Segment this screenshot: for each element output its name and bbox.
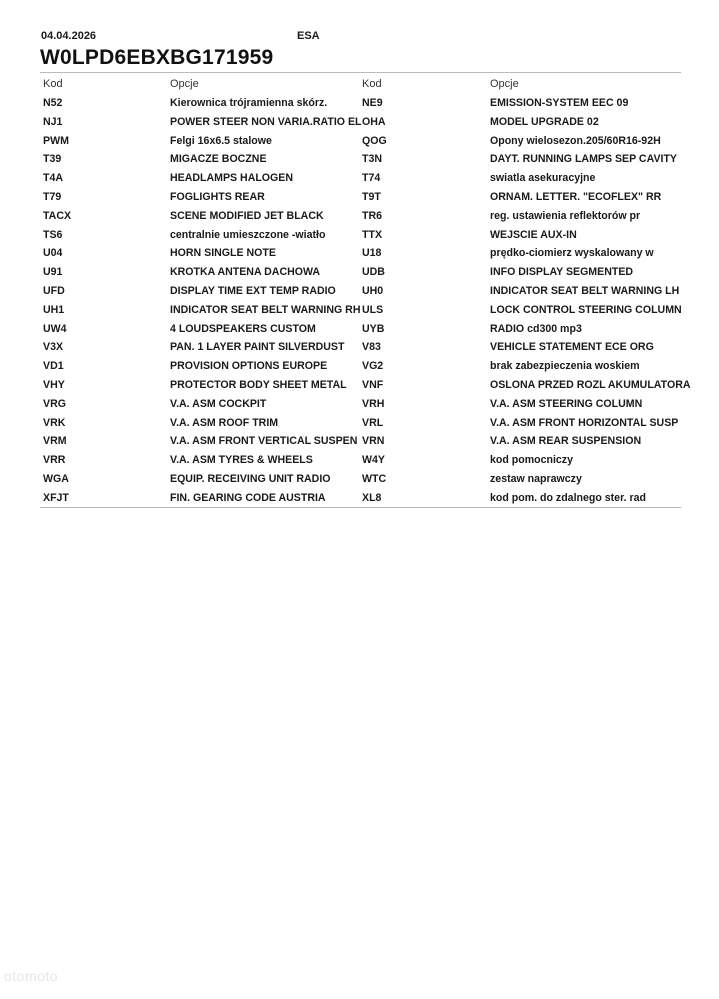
option-code-left: VRG bbox=[43, 397, 66, 410]
option-code-left: VRR bbox=[43, 454, 66, 467]
option-name-left: PAN. 1 LAYER PAINT SILVERDUST bbox=[170, 341, 345, 354]
option-code-left: UW4 bbox=[43, 322, 67, 335]
table-header-row bbox=[40, 75, 681, 94]
option-name-left: Felgi 16x6.5 stalowe bbox=[170, 134, 272, 147]
option-name-left: HORN SINGLE NOTE bbox=[170, 247, 276, 260]
watermark-logo: otomoto bbox=[4, 968, 59, 984]
option-name-right: INFO DISPLAY SEGMENTED bbox=[490, 266, 634, 279]
option-code-right: V83 bbox=[362, 341, 381, 354]
option-name-right: zestaw naprawczy bbox=[490, 472, 582, 485]
option-name-right: prędko-ciomierz wyskalowany w bbox=[490, 247, 654, 260]
option-name-left: V.A. ASM FRONT VERTICAL SUSPEN bbox=[170, 435, 358, 448]
option-code-left: VRK bbox=[43, 416, 66, 429]
table-row bbox=[40, 320, 681, 339]
table-row bbox=[40, 113, 681, 132]
table-row bbox=[40, 376, 691, 395]
option-name-left: centralnie umieszczone -wiatło bbox=[170, 228, 326, 241]
table-row bbox=[40, 226, 681, 245]
option-name-left: MIGACZE BOCZNE bbox=[170, 153, 267, 166]
option-name-right: V.A. ASM REAR SUSPENSION bbox=[490, 435, 642, 448]
column-header-options-right: Opcje bbox=[490, 78, 519, 90]
option-code-right: NE9 bbox=[362, 97, 383, 109]
option-code-right: TR6 bbox=[362, 209, 383, 222]
option-code-left: UFD bbox=[43, 284, 65, 297]
option-code-right: VRL bbox=[362, 416, 384, 429]
option-name-left: FOGLIGHTS REAR bbox=[170, 190, 265, 203]
table-row bbox=[40, 395, 681, 414]
option-code-left: TACX bbox=[43, 209, 72, 222]
table-row bbox=[40, 244, 681, 263]
option-name-left: V.A. ASM ROOF TRIM bbox=[170, 416, 279, 429]
option-name-left: V.A. ASM TYRES & WHEELS bbox=[170, 454, 313, 467]
option-code-left: VHY bbox=[43, 378, 65, 391]
option-code-right: W4Y bbox=[362, 454, 385, 467]
option-name-right: V.A. ASM FRONT HORIZONTAL SUSP bbox=[490, 416, 679, 429]
table-row bbox=[40, 301, 681, 320]
option-code-left: N52 bbox=[43, 97, 63, 109]
option-code-left: NJ1 bbox=[43, 115, 63, 128]
option-name-right: EMISSION-SYSTEM EEC 09 bbox=[490, 97, 629, 109]
column-header-code-left: Kod bbox=[43, 78, 63, 90]
option-code-right: VNF bbox=[362, 378, 384, 391]
top-divider bbox=[40, 72, 681, 73]
table-row bbox=[40, 150, 681, 169]
option-code-right: T74 bbox=[362, 172, 381, 185]
option-name-right: ORNAM. LETTER. "ECOFLEX" RR bbox=[490, 190, 662, 203]
option-name-right: MODEL UPGRADE 02 bbox=[490, 115, 599, 128]
option-code-left: U91 bbox=[43, 266, 63, 279]
option-name-right: brak zabezpieczenia woskiem bbox=[490, 360, 640, 373]
table-row bbox=[40, 489, 681, 508]
option-name-right: DAYT. RUNNING LAMPS SEP CAVITY bbox=[490, 153, 677, 166]
table-row bbox=[40, 357, 681, 376]
option-name-right: WEJSCIE AUX-IN bbox=[490, 228, 577, 241]
table-row bbox=[40, 169, 681, 188]
option-code-left: XFJT bbox=[43, 491, 69, 504]
option-code-left: T39 bbox=[43, 153, 62, 166]
option-name-right: kod pomocniczy bbox=[490, 454, 573, 467]
option-code-left: T4A bbox=[43, 172, 64, 185]
table-row bbox=[40, 451, 681, 470]
option-code-right: UYB bbox=[362, 322, 385, 335]
option-code-right: WTC bbox=[362, 472, 387, 485]
option-code-right: VG2 bbox=[362, 360, 384, 373]
table-row bbox=[40, 432, 681, 451]
option-name-right: VEHICLE STATEMENT ECE ORG bbox=[490, 341, 654, 354]
table-row bbox=[40, 263, 681, 282]
option-code-left: UH1 bbox=[43, 303, 65, 316]
option-name-right: V.A. ASM STEERING COLUMN bbox=[490, 397, 643, 410]
option-code-left: VD1 bbox=[43, 360, 64, 373]
option-code-right: XL8 bbox=[362, 491, 382, 504]
column-header-code-right: Kod bbox=[362, 78, 382, 90]
option-name-left: 4 LOUDSPEAKERS CUSTOM bbox=[170, 322, 316, 335]
option-code-right: QOG bbox=[362, 134, 387, 147]
option-code-right: T9T bbox=[362, 190, 381, 203]
option-name-right: kod pom. do zdalnego ster. rad bbox=[490, 491, 646, 504]
bottom-divider bbox=[40, 507, 681, 508]
table-row bbox=[40, 188, 681, 207]
options-table bbox=[40, 75, 691, 508]
option-code-right: T3N bbox=[362, 153, 383, 166]
option-name-left: Kierownica trójramienna skórz. bbox=[170, 97, 328, 109]
document-code: ESA bbox=[297, 30, 320, 42]
option-name-left: EQUIP. RECEIVING UNIT RADIO bbox=[170, 472, 331, 485]
option-code-left: T79 bbox=[43, 190, 62, 203]
option-code-left: U04 bbox=[43, 247, 63, 260]
option-code-left: VRM bbox=[43, 435, 67, 448]
option-name-right: OSLONA PRZED ROZL AKUMULATORA bbox=[490, 378, 691, 391]
option-code-right: OHA bbox=[362, 115, 386, 128]
option-name-right: swiatla asekuracyjne bbox=[490, 172, 596, 185]
column-header-options-left: Opcje bbox=[170, 78, 199, 90]
table-row bbox=[40, 338, 681, 357]
option-code-right: UDB bbox=[362, 266, 385, 279]
option-code-right: ULS bbox=[362, 303, 384, 316]
option-code-right: VRH bbox=[362, 397, 385, 410]
table-row bbox=[40, 282, 681, 301]
option-code-left: TS6 bbox=[43, 228, 63, 241]
option-name-left: PROTECTOR BODY SHEET METAL bbox=[170, 378, 347, 391]
table-row bbox=[40, 414, 681, 433]
option-code-right: TTX bbox=[362, 228, 383, 241]
option-name-left: HEADLAMPS HALOGEN bbox=[170, 172, 294, 185]
option-code-right: U18 bbox=[362, 247, 382, 260]
option-name-right: INDICATOR SEAT BELT WARNING LH bbox=[490, 284, 680, 297]
table-row bbox=[40, 470, 681, 489]
vin-number: W0LPD6EBXBG171959 bbox=[40, 46, 274, 69]
option-code-right: UH0 bbox=[362, 284, 384, 297]
option-code-left: V3X bbox=[43, 341, 64, 354]
option-name-right: LOCK CONTROL STEERING COLUMN bbox=[490, 303, 682, 316]
option-name-right: RADIO cd300 mp3 bbox=[490, 322, 582, 335]
table-row bbox=[40, 207, 681, 226]
option-name-left: V.A. ASM COCKPIT bbox=[170, 397, 267, 410]
option-code-left: PWM bbox=[43, 134, 69, 147]
option-name-left: KROTKA ANTENA DACHOWA bbox=[170, 266, 321, 279]
option-code-right: VRN bbox=[362, 435, 385, 448]
table-row bbox=[40, 94, 681, 113]
option-name-left: POWER STEER NON VARIA.RATIO EL bbox=[170, 115, 362, 128]
table-row bbox=[40, 132, 681, 151]
document-date: 04.04.2026 bbox=[41, 30, 97, 42]
option-name-left: PROVISION OPTIONS EUROPE bbox=[170, 360, 328, 373]
option-name-right: reg. ustawienia reflektorów pr bbox=[490, 209, 641, 222]
option-name-left: FIN. GEARING CODE AUSTRIA bbox=[170, 491, 326, 504]
table-body bbox=[40, 94, 691, 508]
option-name-right: Opony wielosezon.205/60R16-92H bbox=[490, 134, 661, 147]
option-name-left: INDICATOR SEAT BELT WARNING RH bbox=[170, 303, 361, 316]
option-name-left: SCENE MODIFIED JET BLACK bbox=[170, 209, 324, 222]
option-code-left: WGA bbox=[43, 472, 69, 485]
option-name-left: DISPLAY TIME EXT TEMP RADIO bbox=[170, 284, 336, 297]
